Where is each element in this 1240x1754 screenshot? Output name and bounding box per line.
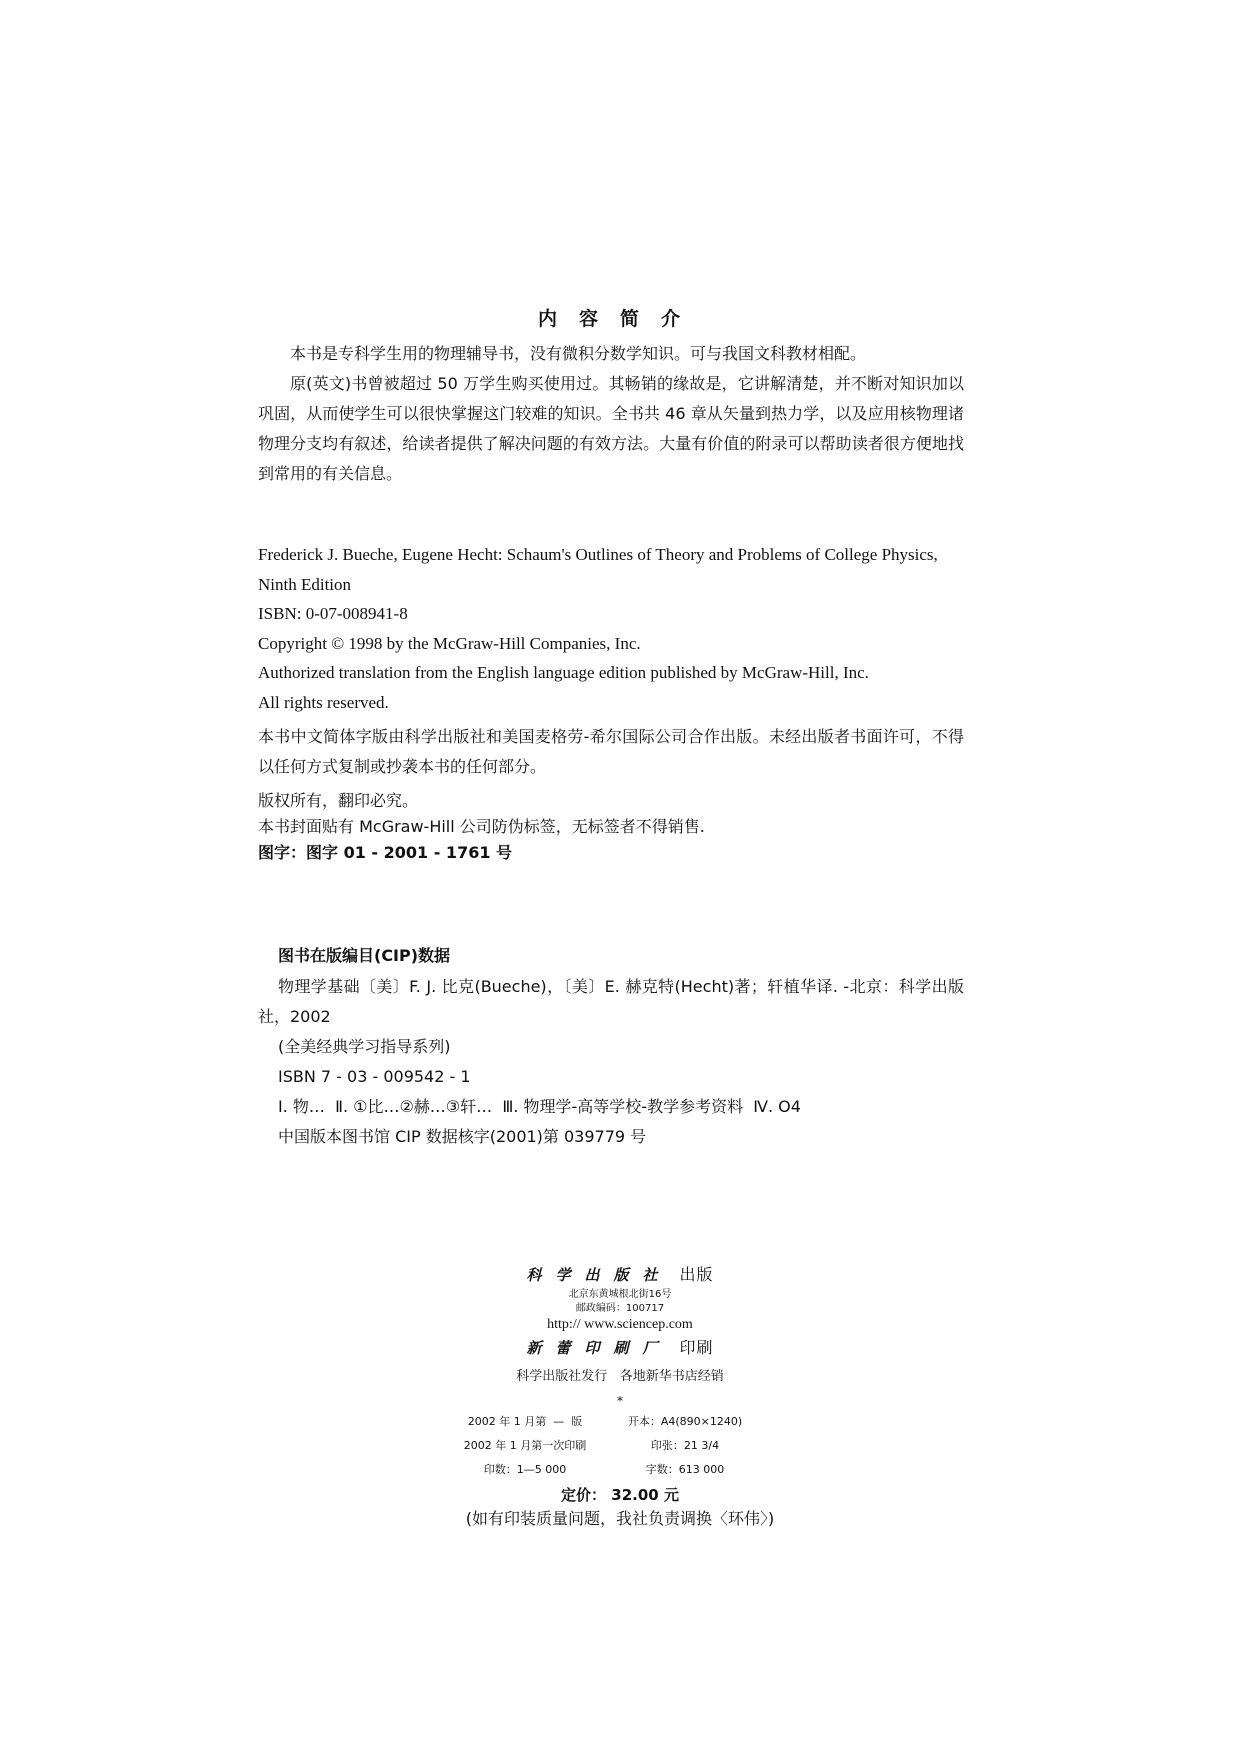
publisher-url: http:// www.sciencep.com <box>547 1317 693 1332</box>
contract-number: 图字：图字 01 - 2001 - 1761 号 <box>258 843 513 862</box>
copyright-line: Copyright © 1998 by the McGraw-Hill Companies, Inc. <box>258 633 641 653</box>
publisher-name: 科学出版社 <box>526 1266 672 1284</box>
summary-section <box>258 339 964 489</box>
publisher-address: 北京东黄城根北街16号 <box>568 1289 672 1300</box>
cip-classification: Ⅰ. 物… Ⅱ. ①比…②赫…③轩… Ⅲ. 物理学-高等学校-教学参考资料 Ⅳ. O4 <box>278 1097 801 1116</box>
printer-role: 印刷 <box>679 1338 714 1357</box>
summary-paragraph: 原(英文)书曾被超过 50 万学生购买使用过。其畅销的缘故是，它讲解清楚，并不断对知识加以巩固，从而使学生可以很快掌握这门较难的知识。全书共 46 章从矢量到热力学，以及应用核物理诸物理分支均有叙述，给读者提供了解决问题的有效方法。大量有价值的附录可以帮助读者很方便地找到常用的有关信息。 <box>258 374 964 483</box>
summary-title: 内容简介 <box>537 308 702 330</box>
publisher-role: 出版 <box>679 1265 714 1284</box>
cip-section <box>258 940 964 1152</box>
notices-section <box>258 722 964 866</box>
rights-line: All rights reserved. <box>258 692 389 712</box>
original-isbn: ISBN: 0-07-008941-8 <box>258 604 408 623</box>
original-citation: Frederick J. Bueche, Eugene Hecht: Schaum's Outlines of Theory and Problems of College Physics, Ninth Edition <box>258 545 938 594</box>
cip-isbn: ISBN 7 - 03 - 009542 - 1 <box>278 1067 471 1086</box>
printer-name: 新蕾印刷厂 <box>526 1339 672 1357</box>
original-edition-info <box>258 540 964 717</box>
cip-series: (全美经典学习指导系列) <box>278 1037 451 1056</box>
colophon <box>0 1262 1240 1530</box>
spec-word-count: 字数：613 000 <box>645 1463 725 1476</box>
reserved-notice: 版权所有，翻印必究。 <box>258 791 419 810</box>
spec-sheets: 印张：21 3/4 <box>650 1439 720 1452</box>
cip-heading: 图书在版编目(CIP)数据 <box>278 946 451 965</box>
cip-library-number: 中国版本图书馆 CIP 数据核字(2001)第 039779 号 <box>278 1127 647 1146</box>
cooperation-notice: 本书中文简体字版由科学出版社和美国麦格劳-希尔国际公司合作出版。未经出版者书面许可，不得以任何方式复制或抄袭本书的任何部分。 <box>258 727 964 776</box>
cip-entry: 物理学基础〔美〕F. J. 比克(Bueche)，〔美〕E. 赫克特(Hecht)著；轩植华译. -北京：科学出版社，2002 <box>258 977 964 1026</box>
spec-printing: 2002 年 1 月第一次印刷 <box>463 1439 587 1452</box>
spec-print-run: 印数：1—5 000 <box>483 1463 567 1476</box>
price: 定价： 32.00 元 <box>561 1486 679 1504</box>
spec-format: 开本：A4(890×1240) <box>627 1415 743 1428</box>
spec-edition: 2002 年 1 月第 — 版 <box>467 1415 583 1428</box>
distribution-line: 科学出版社发行 各地新华书店经销 <box>516 1369 724 1384</box>
authorization-line: Authorized translation from the English language edition published by McGraw-Hill, Inc. <box>258 663 869 682</box>
summary-paragraph: 本书是专科学生用的物理辅导书，没有微积分数学知识。可与我国文科教材相配。 <box>290 344 867 363</box>
postcode: 邮政编码：100717 <box>575 1303 665 1314</box>
separator-star: * <box>617 1394 623 1408</box>
quality-note: (如有印装质量问题，我社负责调换〈环伟〉) <box>465 1509 775 1528</box>
print-specs <box>445 1410 765 1482</box>
label-notice: 本书封面贴有 McGraw-Hill 公司防伪标签，无标签者不得销售. <box>258 817 705 836</box>
